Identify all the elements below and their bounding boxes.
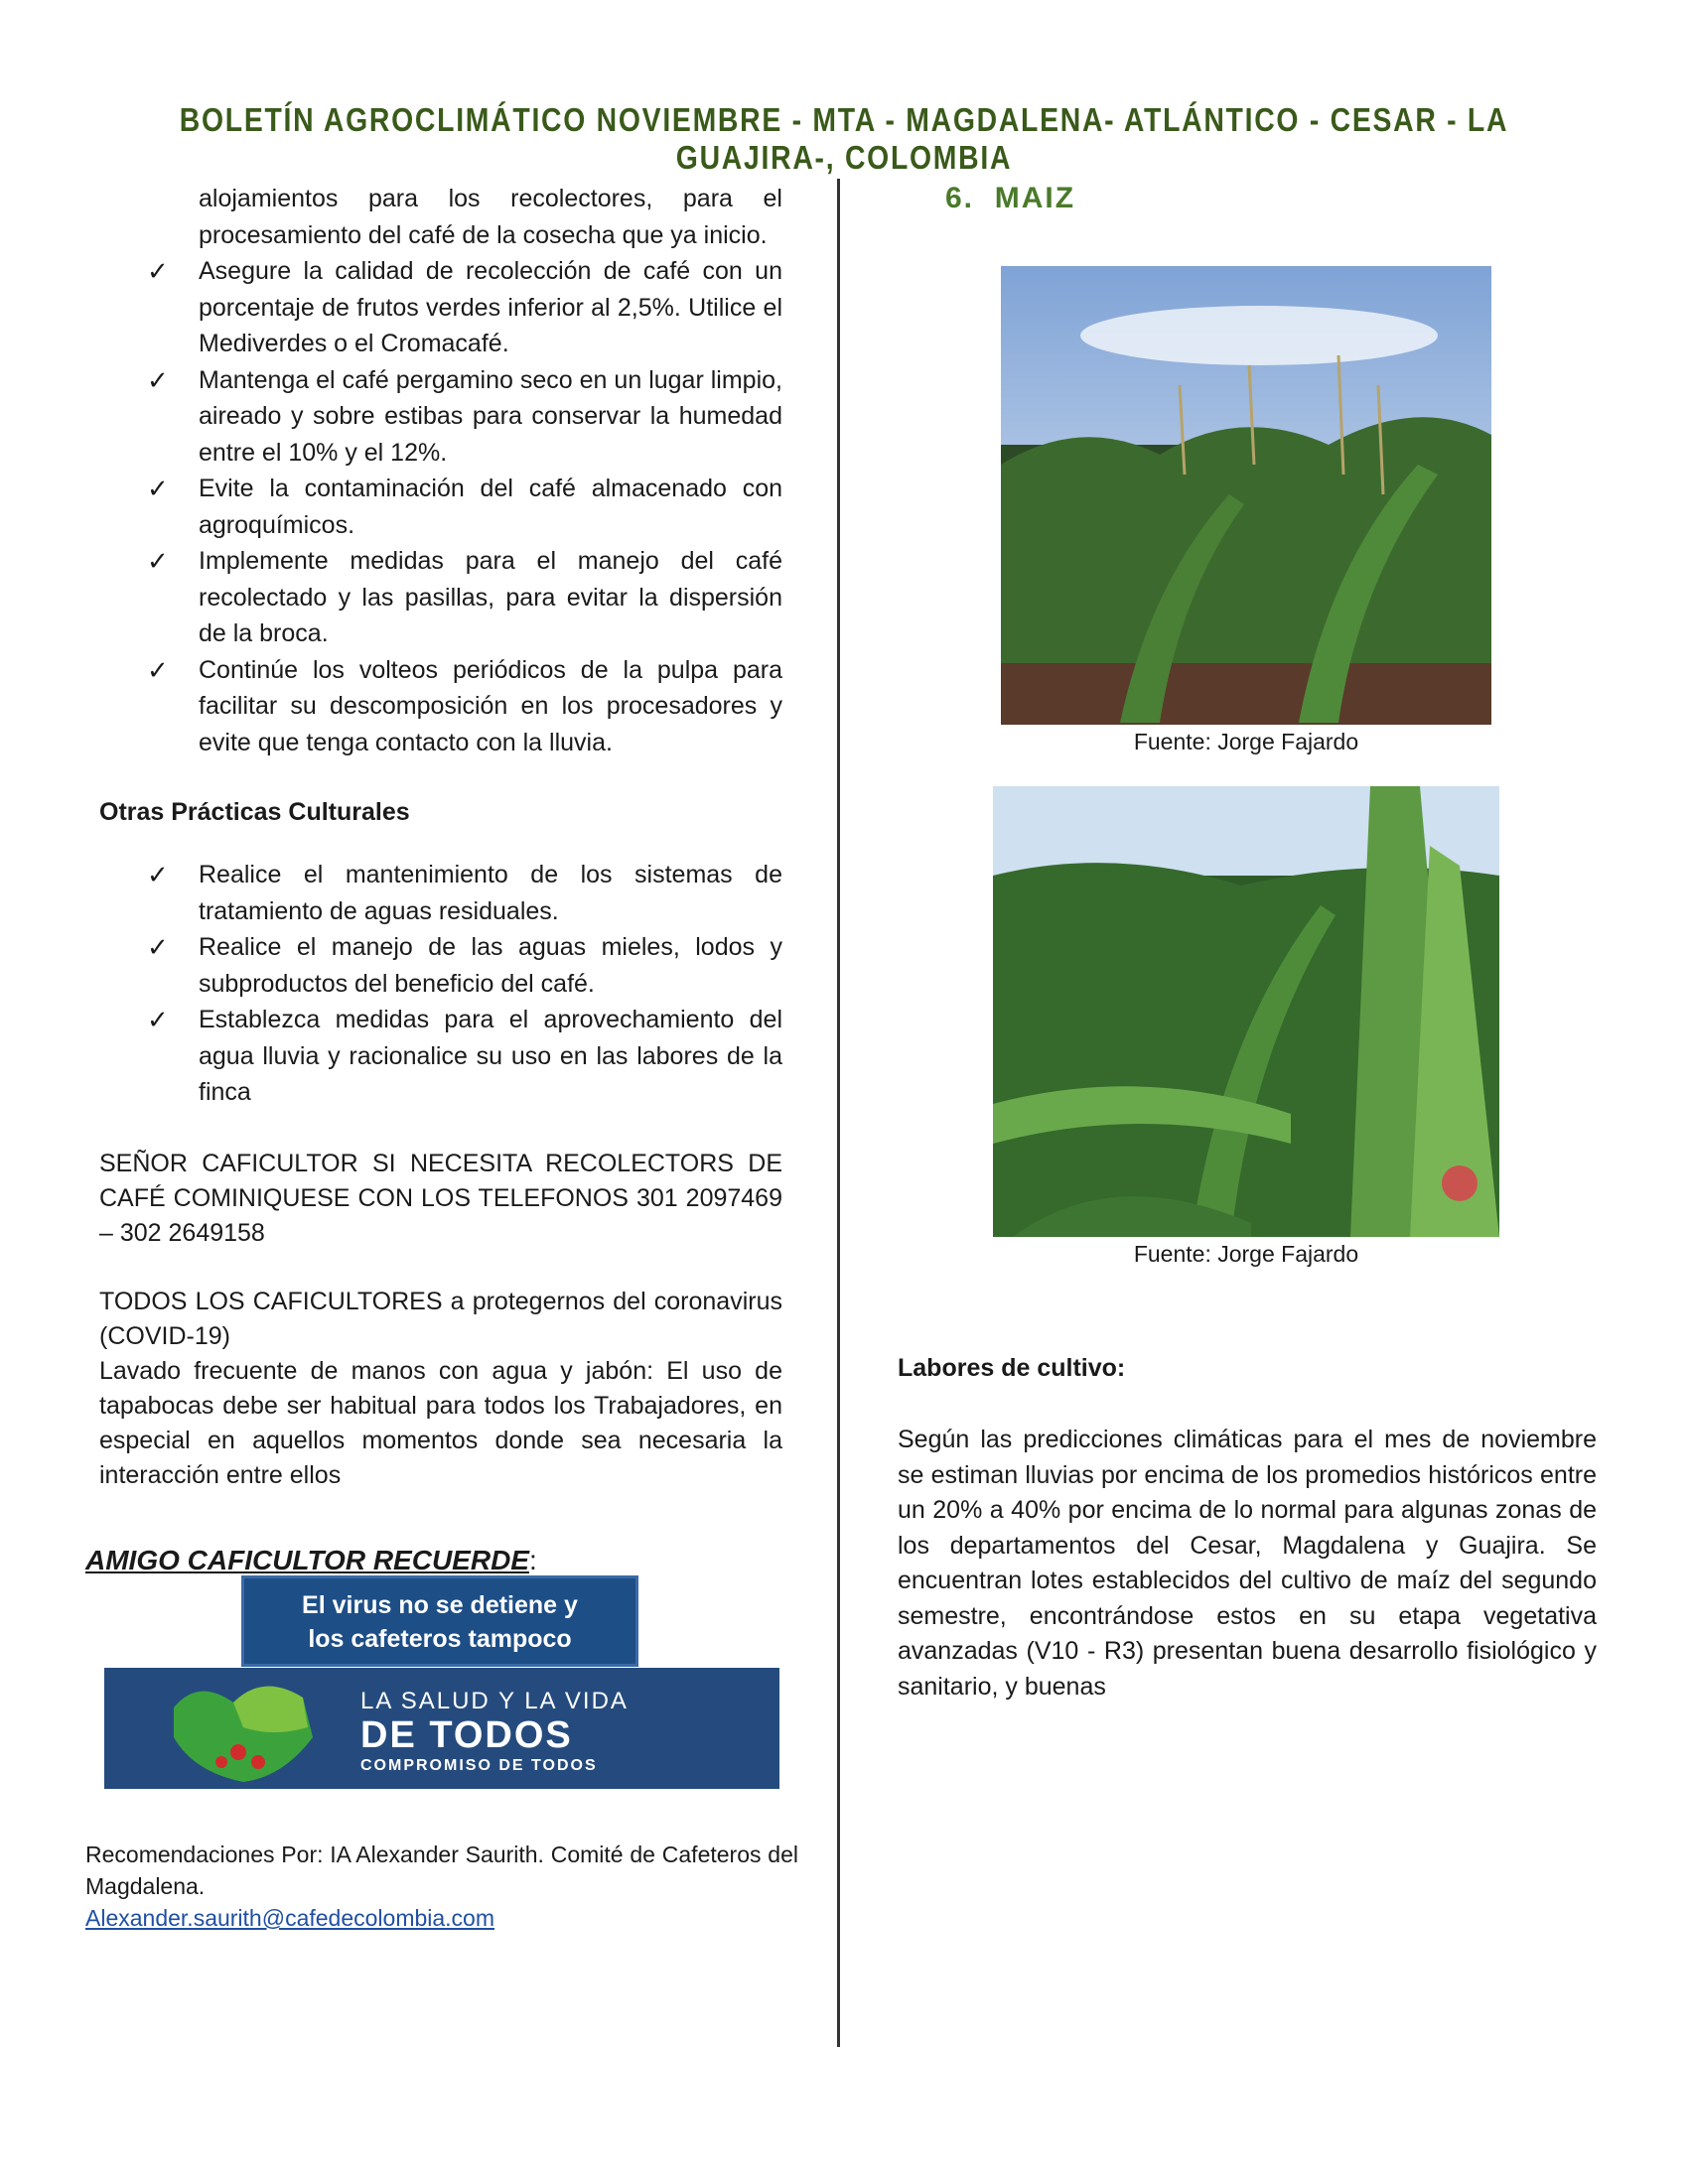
maize-photo-1 (1001, 266, 1491, 725)
photo-caption-1: Fuente: Jorge Fajardo (1133, 729, 1359, 754)
coffee-recommendations-list (99, 253, 782, 760)
maize-field-image (1001, 266, 1491, 725)
banner-slogan: El virus no se detiene y los cafeteros tampoco (241, 1575, 638, 1667)
list-item: ✓ Implemente medidas para el manejo del café recolectado y las pasillas, para evitar la dispersión de la broca. (99, 543, 782, 652)
check-icon: ✓ (147, 1005, 169, 1034)
recruit-notice: SEÑOR CAFICULTOR SI NECESITA RECOLECTORS DE CAFÉ COMINIQUESE CON LOS TELEFONOS 301 2097469 – 302 2649158 (99, 1149, 782, 1247)
maize-photo-2 (993, 786, 1499, 1237)
left-column (99, 181, 782, 1493)
other-practices-list (99, 857, 782, 1111)
list-item: ✓ Continúe los volteos periódicos de la pulpa para facilitar su descomposición en los procesadores y evite que tenga contacto con la lluvia. (99, 652, 782, 761)
column-divider (837, 179, 840, 2047)
list-item: ✓ Establezca medidas para el aprovechamiento del agua lluvia y racionalice su uso en las labores de la finca (99, 1002, 782, 1111)
heart-logo-icon (144, 1668, 372, 1789)
check-icon: ✓ (147, 860, 169, 889)
other-practices-heading: Otras Prácticas Culturales (99, 798, 410, 826)
author-email-link[interactable]: Alexander.saurith@cafedecolombia.com (85, 1905, 495, 1931)
covid-handwash-text: Lavado frecuente de manos con agua y jabón: El uso de tapabocas debe ser habitual para todos los Trabajadores, en especial en aquellos momentos donde sea necesaria la interacción entre ellos (99, 1356, 782, 1489)
crop-labors-section (898, 1354, 1597, 1705)
check-icon: ✓ (147, 932, 169, 962)
check-icon: ✓ (147, 256, 169, 286)
bulletin-header: BOLETÍN AGROCLIMÁTICO NOVIEMBRE - MTA - MAGDALENA- ATLÁNTICO - CESAR - LA GUAJIRA-, COLOMBIA (179, 101, 1509, 176)
check-icon: ✓ (147, 364, 169, 395)
crop-labors-text: Según las predicciones climáticas para el mes de noviembre se estiman lluvias por encima de los promedios históricos entre un 20% a 40% por encima de lo normal para algunas zonas de los departamentos del Cesar, Magdalena y Guajira. Se encuentran lotes establecidos del cultivo de maíz del segundo semestre, encontrándose estos en su etapa vegetativa avanzadas (V10 - R3) presentan buena desarrollo fisiológico y sanitario, y buenas (898, 1426, 1597, 1701)
list-item: ✓ Realice el manejo de las aguas mieles, lodos y subproductos del beneficio del café. (99, 929, 782, 1002)
list-item: ✓ Realice el mantenimiento de los sistemas de tratamiento de aguas residuales. (99, 857, 782, 929)
banner-health: LA SALUD Y LA VIDA DE TODOS COMPROMISO DE TODOS (104, 1668, 779, 1789)
amigo-heading: AMIGO CAFICULTOR RECUERDE: (85, 1545, 537, 1575)
list-item: ✓ Evite la contaminación del café almacenado con agroquímicos. (99, 471, 782, 543)
maize-field-image (993, 786, 1499, 1237)
check-icon: ✓ (147, 546, 169, 576)
check-icon: ✓ (147, 474, 169, 503)
check-icon: ✓ (147, 654, 169, 685)
section-title: 6. MAIZ (945, 182, 1076, 214)
covid-notice: TODOS LOS CAFICULTORES a protegernos del coronavirus (COVID-19) (99, 1287, 782, 1350)
list-item: ✓ Asegure la calidad de recolección de café con un porcentaje de frutos verdes inferior al 2,5%. Utilice el Mediverdes o el Cromacafé. (99, 253, 782, 362)
crop-labors-heading: Labores de cultivo: (898, 1354, 1126, 1382)
intro-continuation: alojamientos para los recolectores, para el procesamiento del café de la cosecha que ya inicio. (199, 185, 782, 249)
list-item: ✓ Mantenga el café pergamino seco en un lugar limpio, aireado y sobre estibas para conservar la humedad entre el 10% y el 12%. (99, 362, 782, 472)
recommendations-credit: Recomendaciones Por: IA Alexander Saurith. Comité de Cafeteros del Magdalena. Alexander.saurith@cafedecolombia.com (85, 1842, 798, 1931)
photo-caption-2: Fuente: Jorge Fajardo (1133, 1241, 1359, 1267)
